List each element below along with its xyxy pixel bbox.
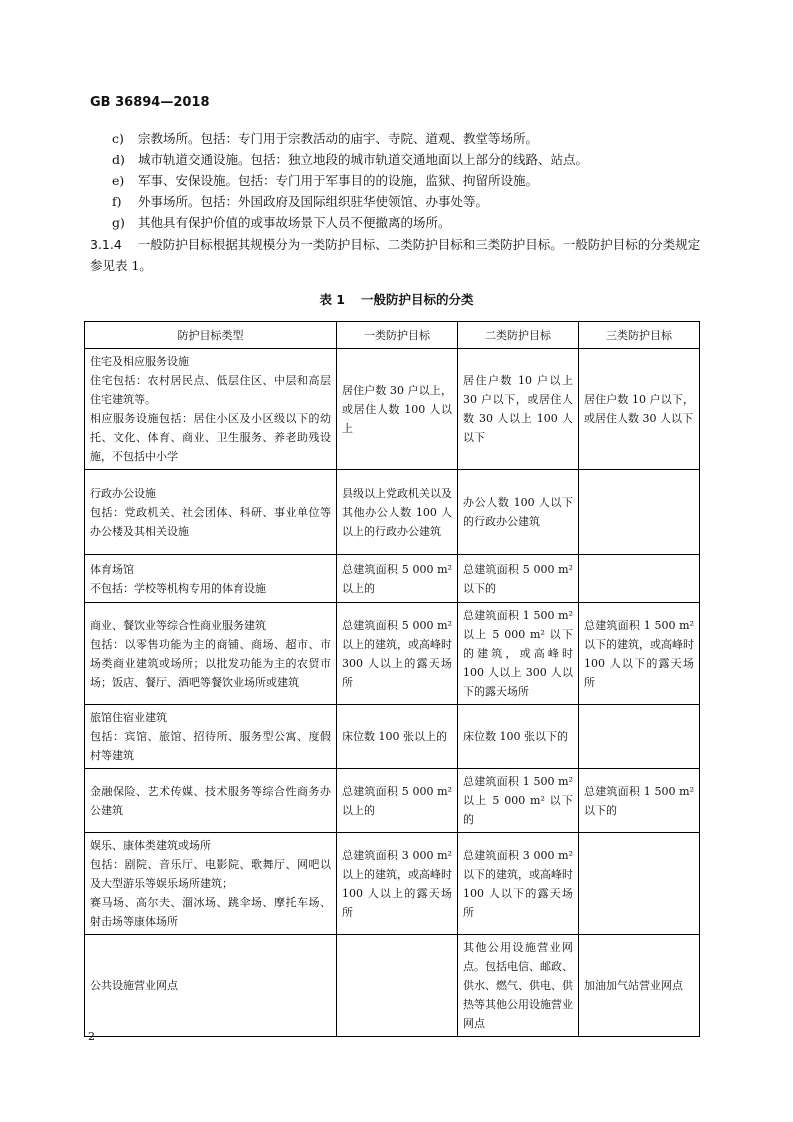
class3-cell: 总建筑面积 1 500 m² 以下的建筑，或高峰时 100 人以下的露天场所 — [579, 603, 700, 705]
type-line: 金融保险、艺术传媒、技术服务等综合性商务办公建筑 — [90, 784, 331, 817]
list-marker: g) — [112, 215, 125, 230]
table-row — [85, 555, 700, 603]
table-row — [85, 470, 700, 555]
list-text: 外事场所。包括：外国政府及国际组织驻华使领馆、办事处等。 — [138, 194, 489, 209]
type-cell — [85, 833, 337, 935]
class2-cell: 其他公用设施营业网点。包括电信、邮政、供水、燃气、供电、供热等其他公用设施营业网点 — [458, 935, 579, 1037]
table-caption — [0, 290, 793, 308]
class3-cell: 居住户数 10 户以下，或居住人数 30 人以下 — [579, 349, 700, 470]
clause-text: 一般防护目标根据其规模分为一类防护目标、二类防护目标和三类防护目标。一般防护目标的分类规定参见表 1。 — [90, 237, 701, 273]
type-line: 娱乐、康体类建筑或场所 — [90, 839, 211, 852]
class3-cell — [579, 555, 700, 603]
class3-cell: 加油加气站营业网点 — [579, 935, 700, 1037]
list-text: 其他具有保护价值的或事故场景下人员不便撤离的场所。 — [138, 215, 451, 230]
class3-cell: 总建筑面积 1 500 m² 以下的 — [579, 769, 700, 833]
list-item — [90, 212, 720, 233]
type-line: 住宅及相应服务设施 — [90, 355, 189, 368]
class2-cell: 总建筑面积 3 000 m² 以下的建筑，或高峰时 100 人以下的露天场所 — [458, 833, 579, 935]
table-row — [85, 705, 700, 769]
list-marker: c) — [112, 131, 124, 146]
list-text: 城市轨道交通设施。包括：独立地段的城市轨道交通地面以上部分的线路、站点。 — [138, 152, 589, 167]
header-cell: 三类防护目标 — [579, 322, 700, 349]
type-cell — [85, 769, 337, 833]
class1-cell: 总建筑面积 3 000 m² 以上的建筑，或高峰时 100 人以上的露天场所 — [337, 833, 458, 935]
type-cell — [85, 349, 337, 470]
table-caption-label: 表 1 — [319, 292, 346, 307]
type-cell — [85, 603, 337, 705]
type-line: 行政办公设施 — [90, 486, 156, 500]
list-marker: e) — [112, 173, 125, 188]
list-text: 军事、安保设施。包括：专门用于军事目的的设施，监狱、拘留所设施。 — [138, 173, 539, 188]
table-row — [85, 769, 700, 833]
type-line: 包括：以零售功能为主的商铺、商场、超市、市场类商业建筑或场所；以批发功能为主的农贸市场；饭店、餐厅、酒吧等餐饮业场所或建筑 — [90, 637, 331, 689]
type-cell — [85, 470, 337, 555]
standard-code: GB 36894—2018 — [90, 95, 210, 110]
class1-cell — [337, 935, 458, 1037]
class2-cell: 办公人数 100 人以下的行政办公建筑 — [458, 470, 579, 555]
list — [90, 128, 720, 233]
class3-cell — [579, 470, 700, 555]
classification-table — [84, 321, 700, 1037]
type-cell — [85, 705, 337, 769]
type-line: 相应服务设施包括：居住小区及小区级以下的幼托、文化、体育、商业、卫生服务、养老助残设施，不包括中小学 — [90, 412, 331, 463]
class2-cell: 总建筑面积 1 500 m² 以上 5 000 m² 以下的 — [458, 769, 579, 833]
table-row — [85, 349, 700, 470]
class2-cell: 总建筑面积 5 000 m² 以下的 — [458, 555, 579, 603]
type-line: 体育场馆 — [90, 562, 134, 576]
header-cell: 二类防护目标 — [458, 322, 579, 349]
list-item — [90, 128, 720, 149]
list-item — [90, 149, 720, 170]
type-line: 包括：党政机关、社会团体、科研、事业单位等办公楼及其相关设施 — [90, 505, 331, 538]
header-cell: 防护目标类型 — [85, 322, 337, 349]
type-line: 公共设施营业网点 — [90, 979, 178, 992]
clause-number: 3.1.4 — [90, 237, 122, 252]
type-cell — [85, 935, 337, 1037]
class3-cell — [579, 705, 700, 769]
list-marker: d) — [112, 152, 125, 167]
class2-cell: 床位数 100 张以下的 — [458, 705, 579, 769]
list-item — [90, 191, 720, 212]
page-number: 2 — [88, 1030, 95, 1043]
class1-cell: 总建筑面积 5 000 m² 以上的 — [337, 555, 458, 603]
class1-cell: 总建筑面积 5 000 m² 以上的建筑，或高峰时 300 人以上的露天场所 — [337, 603, 458, 705]
class2-cell: 居住户数 10 户以上 30 户以下，或居住人数 30 人以上 100 人以下 — [458, 349, 579, 470]
list-marker: f) — [112, 194, 122, 209]
class1-cell: 居住户数 30 户以上，或居住人数 100 人以上 — [337, 349, 458, 470]
table-row — [85, 833, 700, 935]
type-line: 不包括：学校等机构专用的体育设施 — [90, 581, 266, 595]
type-cell — [85, 555, 337, 603]
class1-cell: 床位数 100 张以上的 — [337, 705, 458, 769]
type-line: 旅馆住宿业建筑 — [90, 711, 167, 724]
header-cell: 一类防护目标 — [337, 322, 458, 349]
list-item — [90, 170, 720, 191]
type-line: 住宅包括：农村居民点、低层住区、中层和高层住宅建筑等。 — [90, 374, 331, 406]
type-line: 包括：剧院、音乐厅、电影院、歌舞厅、网吧以及大型游乐等娱乐场所建筑； — [90, 858, 331, 890]
class1-cell: 县级以上党政机关以及其他办公人数 100 人以上的行政办公建筑 — [337, 470, 458, 555]
class3-cell — [579, 833, 700, 935]
table-row — [85, 935, 700, 1037]
type-line: 包括：宾馆、旅馆、招待所、服务型公寓、度假村等建筑 — [90, 730, 331, 762]
list-text: 宗教场所。包括：专门用于宗教活动的庙宇、寺院、道观、教堂等场所。 — [138, 131, 539, 146]
table-header-row — [85, 322, 700, 349]
table-caption-title: 一般防护目标的分类 — [361, 292, 474, 307]
table-row — [85, 603, 700, 705]
clause-paragraph — [90, 234, 702, 276]
type-line: 赛马场、高尔夫、溜冰场、跳伞场、摩托车场、射击场等康体场所 — [90, 896, 331, 928]
type-line: 商业、餐饮业等综合性商业服务建筑 — [90, 618, 266, 632]
class2-cell: 总建筑面积 1 500 m² 以上 5 000 m² 以下的建筑，或高峰时 100 人以上 300 人以下的露天场所 — [458, 603, 579, 705]
class1-cell: 总建筑面积 5 000 m² 以上的 — [337, 769, 458, 833]
